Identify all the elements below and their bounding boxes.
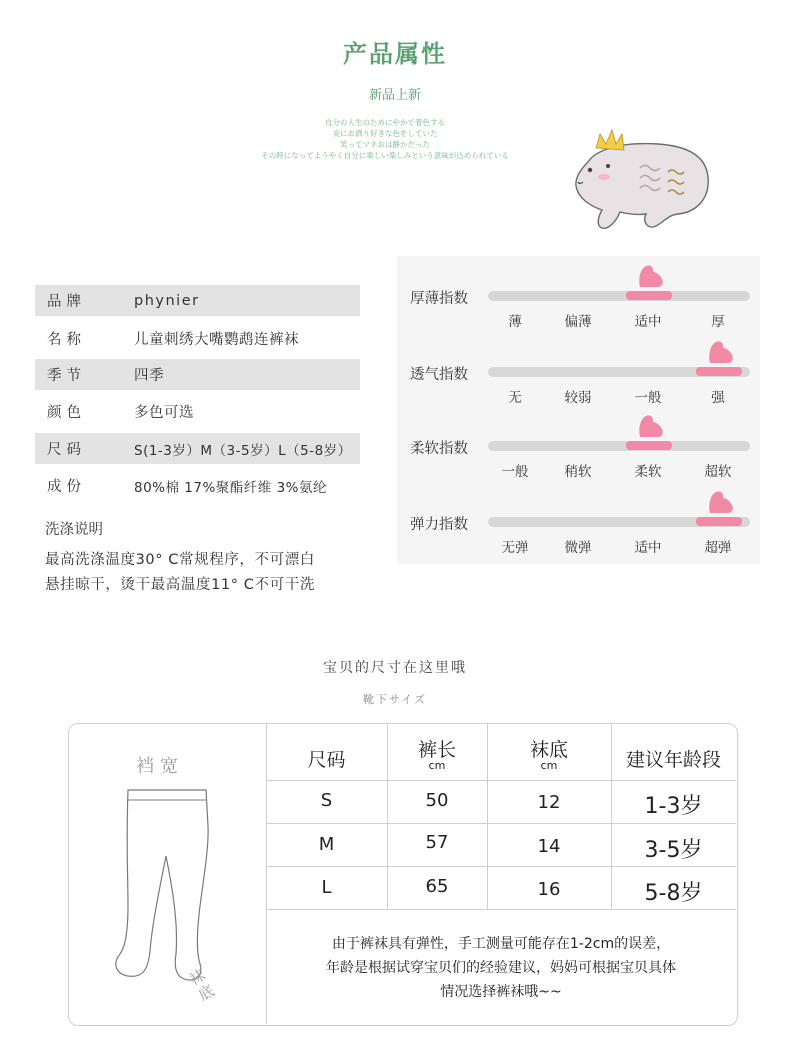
paw-icon xyxy=(704,489,734,513)
row-length: 50 xyxy=(425,790,449,811)
header-length-unit: cm xyxy=(428,759,446,772)
index-tick-label: 超软 xyxy=(704,464,732,480)
size-title: 宝贝的尺寸在这里哦 xyxy=(323,660,467,676)
index-tick-label: 薄 xyxy=(508,314,522,330)
index-tick-label: 一般 xyxy=(501,464,529,480)
header-sole: 袜底 xyxy=(529,739,568,761)
size-subtitle: 靴下サイズ xyxy=(362,693,428,706)
index-label: 柔软指数 xyxy=(410,441,468,457)
index-tick-label: 厚 xyxy=(711,314,725,330)
index-label: 弹力指数 xyxy=(410,517,468,533)
header-age: 建议年龄段 xyxy=(625,749,721,771)
spec-value: 四季 xyxy=(134,368,164,384)
note-line: 年龄是根据试穿宝贝们的经验建议，妈妈可根据宝贝具体 xyxy=(326,960,676,976)
poem-line: その時になってようやく自分に楽しい楽しみという意味が込められている xyxy=(261,151,509,160)
index-marker xyxy=(696,367,742,376)
index-tick-label: 柔软 xyxy=(634,464,662,480)
washing-line: 最高洗涤温度30° C常规程序，不可漂白 xyxy=(45,552,315,568)
spec-value: phynier xyxy=(134,292,200,309)
header-size: 尺码 xyxy=(307,749,346,771)
spec-row-season xyxy=(35,359,360,390)
index-tick-label: 无弹 xyxy=(501,540,529,556)
index-label: 透气指数 xyxy=(410,367,468,383)
index-tick-label: 适中 xyxy=(634,314,662,330)
spec-row-name xyxy=(35,323,360,354)
sole-label: 袜底 xyxy=(186,965,218,1005)
index-tick-label: 强 xyxy=(711,390,725,406)
spec-label: 成份 xyxy=(47,479,86,495)
paw-icon xyxy=(704,339,734,363)
index-tick-label: 无 xyxy=(508,390,522,406)
index-tick-label: 微弹 xyxy=(564,540,592,556)
divider xyxy=(266,823,736,824)
spec-label: 尺码 xyxy=(47,442,86,458)
spec-label: 品牌 xyxy=(47,294,86,310)
note-line: 情况选择裤袜哦~~ xyxy=(440,984,562,1000)
size-note xyxy=(266,932,736,1004)
row-size: S xyxy=(320,790,333,811)
index-tick-label: 稍软 xyxy=(564,464,592,480)
page-title: 产品属性 xyxy=(343,40,447,68)
row-age: 5-8岁 xyxy=(644,881,703,906)
spec-value: 80%棉 17%聚酯纤维 3%氨纶 xyxy=(134,479,328,496)
spec-row-color xyxy=(35,396,360,427)
row-size: M xyxy=(318,834,335,855)
row-length: 65 xyxy=(425,876,449,897)
spec-value: 儿童刺绣大嘴鹦鹉连裤袜 xyxy=(134,332,299,348)
spec-row-size xyxy=(35,433,360,464)
bear-illustration xyxy=(568,122,718,234)
spec-row-brand xyxy=(35,285,360,316)
index-marker xyxy=(626,441,672,450)
index-tick-label: 超弹 xyxy=(704,540,732,556)
note-line: 由于裤袜具有弹性，手工测量可能存在1-2cm的误差， xyxy=(331,936,671,952)
spec-label: 季节 xyxy=(47,368,86,384)
crotch-width-label: 裆宽 xyxy=(136,756,184,777)
poem-line: 自分の人生のためにやかで着色する xyxy=(325,118,445,127)
divider xyxy=(266,780,736,781)
index-track xyxy=(488,441,750,451)
index-marker xyxy=(626,291,672,300)
row-sole: 14 xyxy=(537,836,561,857)
paw-icon xyxy=(634,263,664,287)
divider xyxy=(266,866,736,867)
header-length: 裤长 xyxy=(417,739,456,761)
spec-label: 颜色 xyxy=(47,405,86,421)
index-tick-label: 偏薄 xyxy=(564,314,592,330)
index-tick-label: 适中 xyxy=(634,540,662,556)
spec-value: 多色可选 xyxy=(134,405,194,421)
row-sole: 12 xyxy=(537,792,561,813)
washing-title: 洗涤说明 xyxy=(45,522,103,538)
spec-row-material xyxy=(35,470,360,501)
index-label: 厚薄指数 xyxy=(410,291,468,307)
washing-line: 悬挂晾干，烫干最高温度11° C不可干洗 xyxy=(45,577,315,593)
row-age: 3-5岁 xyxy=(644,838,703,863)
divider xyxy=(266,909,736,910)
index-marker xyxy=(696,517,742,526)
poem-line: 笑ってマネおは静かだった xyxy=(340,140,430,149)
spec-label: 名称 xyxy=(47,332,86,348)
row-length: 57 xyxy=(425,832,449,853)
index-tick-label: 较弱 xyxy=(564,390,592,406)
row-sole: 16 xyxy=(537,879,561,900)
row-age: 1-3岁 xyxy=(644,794,703,819)
spec-value: S(1-3岁）M（3-5岁）L（5-8岁） xyxy=(134,442,352,459)
page-subtitle: 新品上新 xyxy=(368,88,421,103)
poem-line: 炎にお洒り好きな色をしていた xyxy=(332,129,438,138)
decorative-poem xyxy=(250,117,520,161)
header-sole-unit: cm xyxy=(540,759,558,772)
index-tick-label: 一般 xyxy=(634,390,662,406)
row-size: L xyxy=(321,877,332,898)
index-track xyxy=(488,291,750,301)
paw-icon xyxy=(634,413,664,437)
